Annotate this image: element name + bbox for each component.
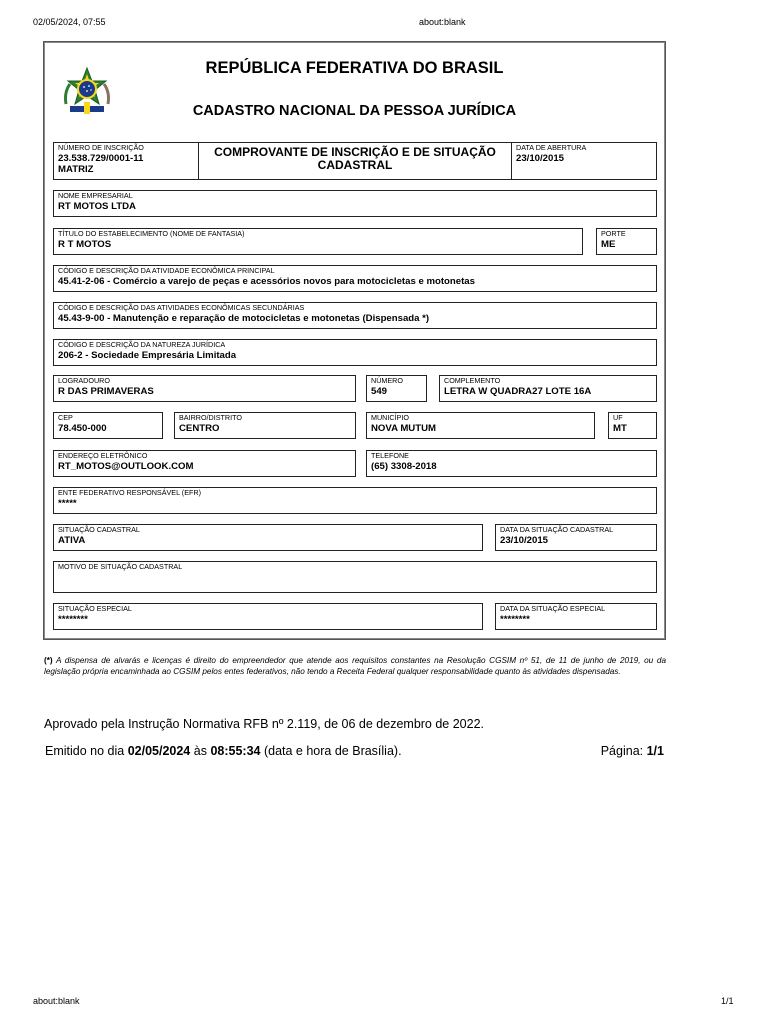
logradouro-value: R DAS PRIMAVERAS [58,386,154,397]
logradouro-box [53,375,356,402]
municipio-label: MUNICÍPIO [371,413,409,422]
data-situacao-especial-box [495,603,657,630]
print-timestamp: 02/05/2024, 07:55 [33,17,106,27]
situacao-value: ATIVA [58,535,86,546]
complemento-value: LETRA W QUADRA27 LOTE 16A [444,386,592,397]
data-situacao-especial-value: ******** [500,614,530,625]
uf-value: MT [613,423,627,434]
fantasia-box [53,228,583,255]
fantasia-label: TÍTULO DO ESTABELECIMENTO (NOME DE FANTASIA) [58,229,245,238]
motivo-label: MOTIVO DE SITUAÇÃO CADASTRAL [58,562,183,571]
situacao-especial-label: SITUAÇÃO ESPECIAL [58,604,132,613]
porte-label: PORTE [601,229,626,238]
municipio-value: NOVA MUTUM [371,423,437,434]
atividades-secundarias-value: 45.43-9-00 - Manutenção e reparação de motocicletas e motonetas (Dispensada *) [58,313,430,324]
footnote-text: A dispensa de alvarás e licenças é direito do empreendedor que atende aos requisitos constantes na Resolução CGSIM nº 51, de 11 de junho de 2019, ou da legislação própria encaminhada ao CGSIM pelos entes federativos, não tendo a Receita Federal qualquer responsabilidade quanto às atividades dispensadas. [44,656,666,676]
situacao-especial-box [53,603,483,630]
comprovante-box [198,142,512,180]
inscricao-type: MATRIZ [58,164,94,175]
footnote-marker: (*) [44,656,53,665]
data-situacao-value: 23/10/2015 [500,535,549,546]
atividades-secundarias-label: CÓDIGO E DESCRIÇÃO DAS ATIVIDADES ECONÔMICAS SECUNDÁRIAS [58,303,305,312]
header-subtitle: CADASTRO NACIONAL DA PESSOA JURÍDICA [192,103,517,119]
print-page-title: about:blank [419,17,466,27]
footnote [44,656,666,677]
bairro-box [174,412,356,439]
uf-box [608,412,657,439]
cep-value: 78.450-000 [58,423,107,434]
data-situacao-especial-label: DATA DA SITUAÇÃO ESPECIAL [500,604,606,613]
efr-label: ENTE FEDERATIVO RESPONSÁVEL (EFR) [58,488,201,497]
atividade-principal-box [53,265,657,292]
situacao-label: SITUAÇÃO CADASTRAL [58,525,140,534]
situacao-box [53,524,483,551]
emission-prefix: Emitido no dia [45,744,125,758]
page-indicator [601,744,664,758]
inscricao-label: NÚMERO DE INSCRIÇÃO [58,143,144,152]
uf-label: UF [613,413,623,422]
page-label: Página: [600,744,644,758]
logradouro-label: LOGRADOURO [58,376,110,385]
natureza-juridica-label: CÓDIGO E DESCRIÇÃO DA NATUREZA JURÍDICA [58,340,226,349]
print-footer-page: 1/1 [721,996,734,1006]
natureza-juridica-value: 206-2 - Sociedade Empresária Limitada [58,350,237,361]
natureza-juridica-box [53,339,657,366]
email-box [53,450,356,477]
emission-suffix: (data e hora de Brasília). [263,744,402,758]
telefone-label: TELEFONE [371,451,409,460]
email-value: RT_MOTOS@OUTLOOK.COM [58,461,194,472]
telefone-value: (65) 3308-2018 [371,461,437,472]
fantasia-value: R T MOTOS [58,239,112,250]
municipio-box [366,412,595,439]
telefone-box [366,450,657,477]
motivo-box [53,561,657,593]
atividades-secundarias-box [53,302,657,329]
abertura-label: DATA DE ABERTURA [516,143,587,152]
emission-date: 02/05/2024 [127,744,191,758]
porte-box [596,228,657,255]
emission-middle: às [193,744,207,758]
situacao-especial-value: ******** [58,614,88,625]
atividade-principal-label: CÓDIGO E DESCRIÇÃO DA ATIVIDADE ECONÔMICA PRINCIPAL [58,266,275,275]
inscricao-box [53,142,199,180]
abertura-value: 23/10/2015 [516,153,565,164]
comprovante-line2: CADASTRAL [317,158,393,172]
complemento-box [439,375,657,402]
efr-value: ***** [58,498,77,509]
emission-time: 08:55:34 [210,744,261,758]
nome-empresarial-value: RT MOTOS LTDA [58,201,136,212]
numero-box [366,375,427,402]
nome-empresarial-label: NOME EMPRESARIAL [58,191,133,200]
cep-box [53,412,163,439]
page-value: 1/1 [646,744,664,758]
inscricao-value: 23.538.729/0001-11 [58,153,144,164]
atividade-principal-value: 45.41-2-06 - Comércio a varejo de peças e acessórios novos para motocicletas e motonetas [58,276,475,287]
porte-value: ME [601,239,616,250]
complemento-label: COMPLEMENTO [444,376,501,385]
numero-value: 549 [371,386,388,397]
abertura-box [511,142,657,180]
comprovante-line1: COMPROVANTE DE INSCRIÇÃO E DE SITUAÇÃO [214,145,496,159]
nome-empresarial-box [53,190,657,217]
data-situacao-label: DATA DA SITUAÇÃO CADASTRAL [500,525,614,534]
approval-text: Aprovado pela Instrução Normativa RFB nº 2.119, de 06 de dezembro de 2022. [44,717,485,731]
print-footer-url: about:blank [33,996,80,1006]
numero-label: NÚMERO [371,376,403,385]
header-title: REPÚBLICA FEDERATIVA DO BRASIL [205,59,504,77]
bairro-label: BAIRRO/DISTRITO [179,413,242,422]
email-label: ENDEREÇO ELETRÔNICO [58,451,148,460]
efr-box [53,487,657,514]
cep-label: CEP [58,413,73,422]
emission-line [45,744,402,758]
data-situacao-box [495,524,657,551]
bairro-value: CENTRO [179,423,220,434]
